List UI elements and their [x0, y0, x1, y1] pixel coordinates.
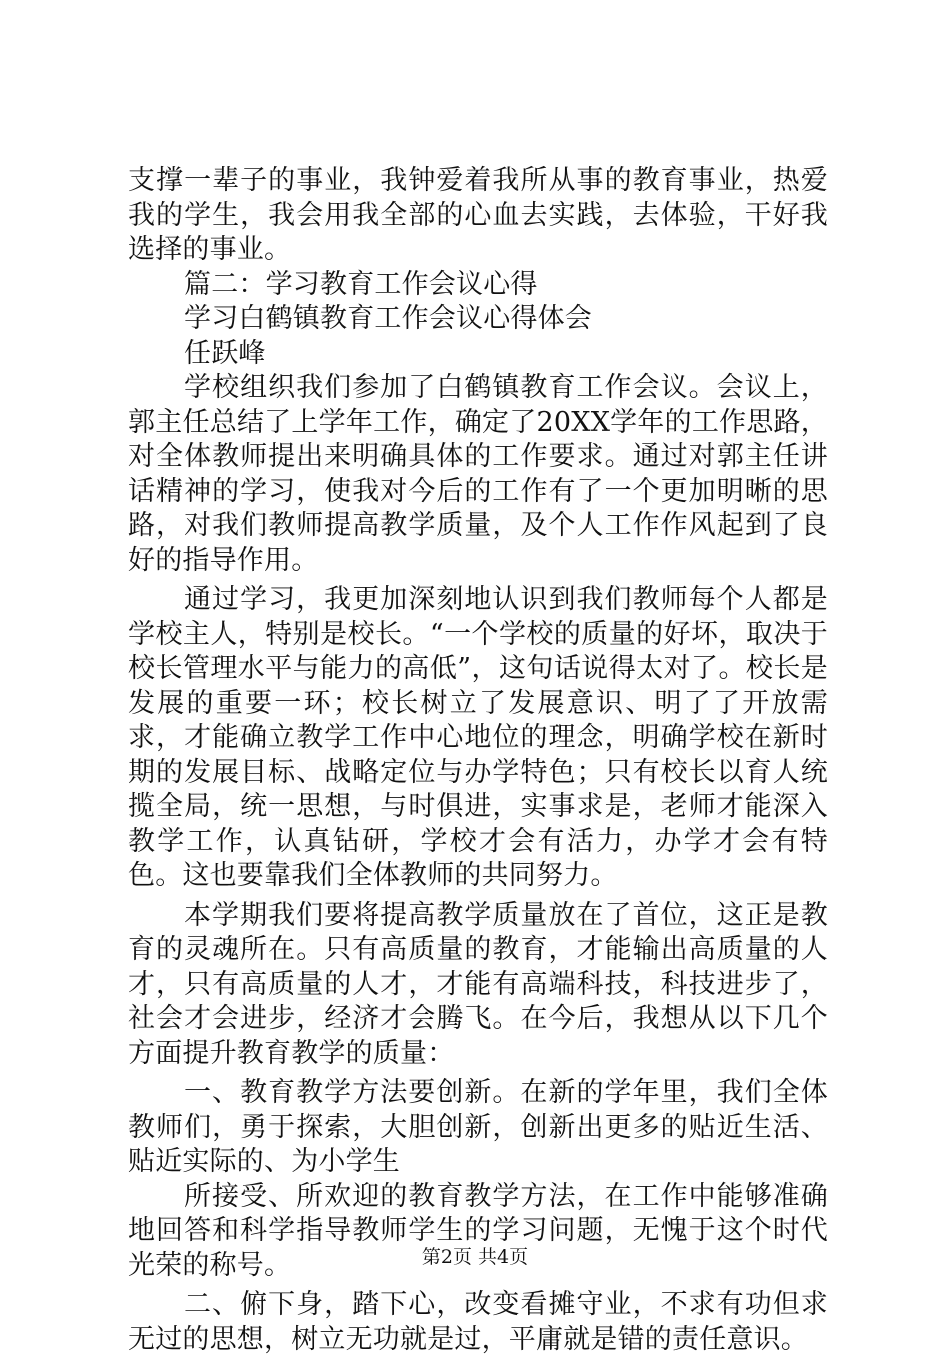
section-heading: 篇二：学习教育工作会议心得 [184, 268, 538, 300]
paragraph: 二、俯下身，踏下心，改变看摊守业，不求有功但求无过的思想，树立无功就是过，平庸就是错的责任意识。 [128, 1289, 828, 1355]
author-name: 任跃峰 [184, 337, 266, 369]
paragraph: 学校组织我们参加了白鹤镇教育工作会议。会议上，郭主任总结了上学年工作，确定了20XX学年的工作思路，对全体教师提出来明确具体的工作要求。通过对郭主任讲话精神的学习，使我对今后的工作有了一个更加明晰的思路，对我们教师提高教学质量，及个人工作作风起到了良好的指导作用。 [128, 372, 828, 576]
paragraph-continuation: 支撑一辈子的事业，我钟爱着我所从事的教育事业，热爱我的学生，我会用我全部的心血去实践，去体验，干好我选择的事业。 [128, 165, 828, 265]
document-body [128, 164, 828, 1357]
paragraph: 通过学习，我更加深刻地认识到我们教师每个人都是学校主人，特别是校长。“一个学校的质量的好坏，取决于校长管理水平与能力的高低”，这句话说得太对了。校长是发展的重要一环；校长树立了发展意识、明了了开放需求，才能确立教学工作中心地位的理念，明确学校在新时期的发展目标、战略定位与办学特色；只有校长以育人统揽全局，统一思想，与时俱进，实事求是，老师才能深入教学工作，认真钻研，学校才会有活力，办学才会有特色。这也要靠我们全体教师的共同努力。 [128, 584, 828, 891]
article-title: 学习白鹤镇教育工作会议心得体会 [184, 303, 592, 334]
paragraph: 一、教育教学方法要创新。在新的学年里，我们全体教师们，勇于探索，大胆创新，创新出更多的贴近生活、贴近实际的、为小学生 [128, 1077, 828, 1177]
paragraph: 所接受、所欢迎的教育教学方法，在工作中能够准确地回答和科学指导教师学生的学习问题，无愧于这个时代光荣的称号。 [128, 1180, 828, 1281]
paragraph: 本学期我们要将提高教学质量放在了首位，这正是教育的灵魂所在。只有高质量的教育，才能输出高质量的人才，只有高质量的人才，才能有高端科技，科技进步了，社会才会进步，经济才会腾飞。在今后，我想从以下几个方面提升教育教学的质量： [128, 899, 828, 1069]
page-number-footer: 第2页 共4页 [421, 1246, 529, 1268]
